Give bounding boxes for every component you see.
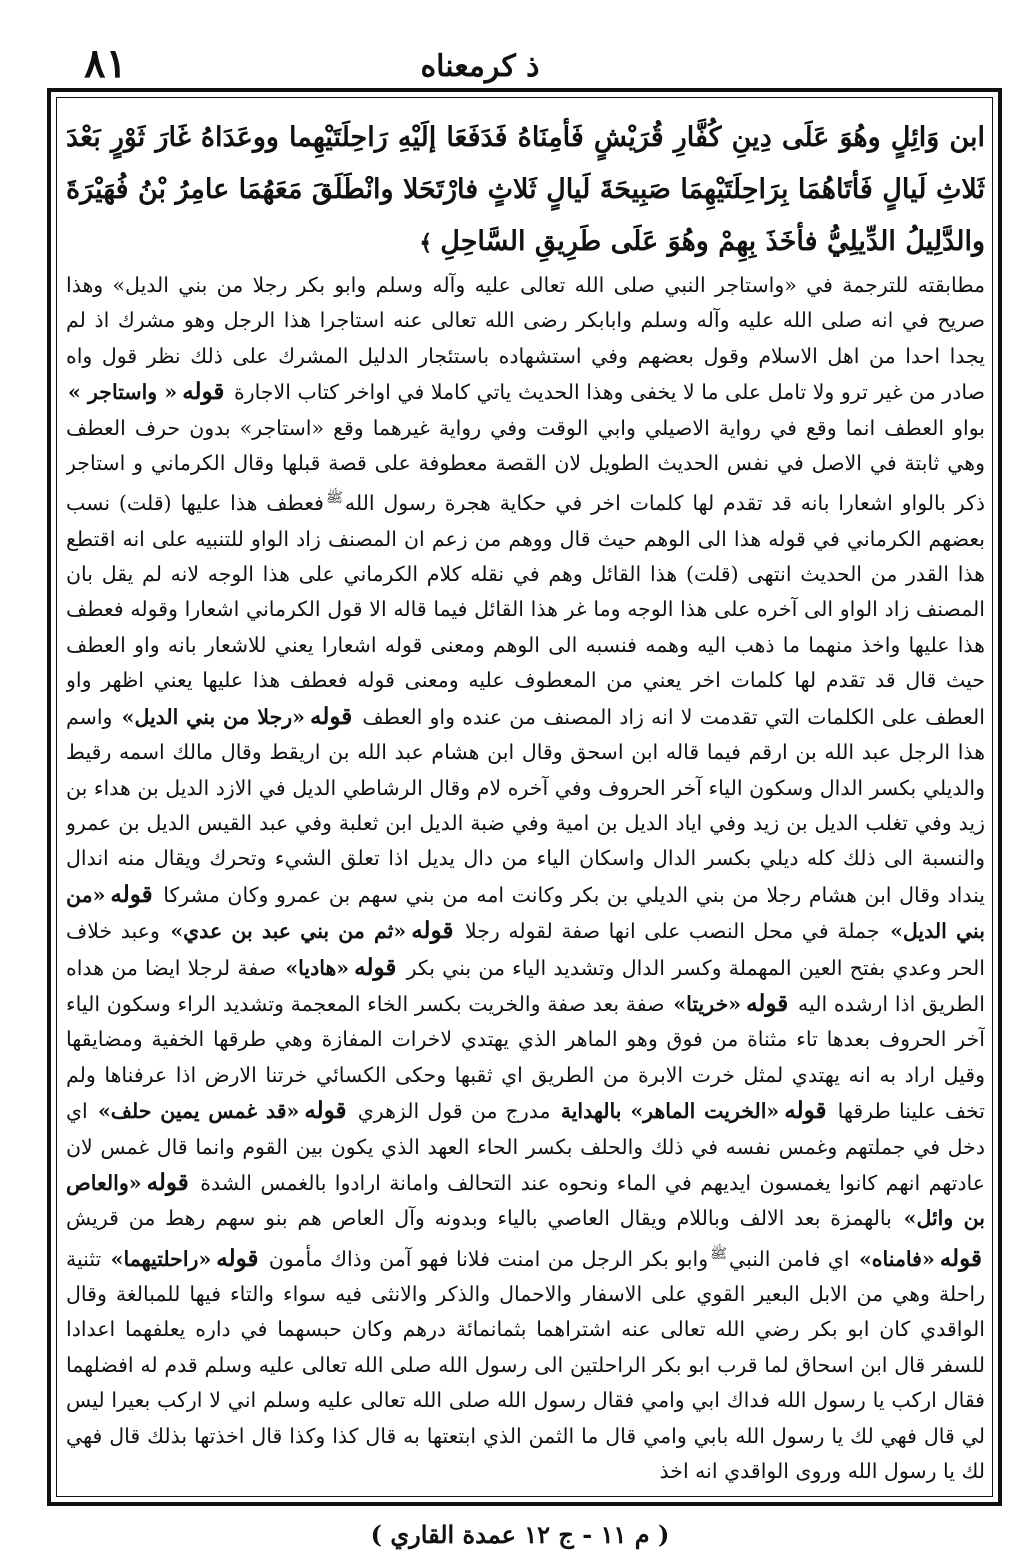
page-header: [0, 0, 1027, 90]
commentary-text: [66, 268, 985, 1486]
qawluhu-label: قوله: [784, 1097, 827, 1125]
commentary-segment: مدرج من قول الزهري: [357, 1099, 551, 1124]
commentary-segment: وعبد خلاف الحر وعدي بفتح العين المهملة وكسر الدال وتشديد الياء من بني بكر: [66, 919, 985, 980]
commentary-segment: اي فامن النبي: [729, 1246, 850, 1271]
quoted-phrase: «من بني الديل»: [66, 882, 985, 944]
qawluhu-label: قوله: [354, 953, 397, 981]
quoted-phrase: «الخريت الماهر» بالهداية: [560, 1099, 780, 1124]
signature-footer: ( م ١١ - ج ١٢ عمدة القاري ): [370, 1520, 670, 1549]
commentary-segment: اي دخل في جملتهم وغمس نفسه في ذلك والحلف بكسر الحاء العهد الذي يكون بين القوم وانما قال غمس لان عادتهم انهم كانوا يغمسون ايديهم في الماء ونحوه عند التحالف وامانة ارادوا بالغمس الشدة: [66, 1099, 985, 1195]
commentary-segment: صفة بعد صفة والخريت بكسر الخاء المعجمة وتشديد الراء وسكون الياء آخر الحروف بعدها تاء مثناة من فوق وهو الماهر الذي يهتدي لاخرات المفازة وهي طرقها الخفية ومضايقها وقيل اراد به انه يهتدي لمثل خرت الابرة من الطريق اي ثقبها وحكى الكسائي خرتنا الارض اذا عرفناها ولم تخف علينا طرقها: [66, 991, 985, 1124]
qawluhu-label: قوله: [939, 1244, 982, 1272]
page-content: [66, 112, 985, 1490]
qawluhu-label: قوله: [216, 1244, 259, 1272]
quoted-phrase: «قد غمس يمين حلف»: [97, 1099, 300, 1124]
qawluhu-label: قوله: [146, 1168, 189, 1196]
commentary-segment: وابو بكر الرجل من امنت فلانا فهو آمن وذاك مأمون: [268, 1246, 709, 1271]
commentary-segment: مطابقته للترجمة في «واستاجر النبي صلى الله تعالى عليه وآله وسلم وابو بكر رجلا من بني الديل» وهذا صريح في انه صلى الله عليه وآله وسلم وابابكر رضى الله تعالى عنه استاجرا هذا الرجل وهو مشرك اذ لم يجدا احدا من اهل الاسلام وقول بعضهم وفي استشهاده باستئجار الدليل المشرك على ذلك نظر قول واه صادر من غير ترو ولا تامل على ما لا يخفى وهذا الحديث ياتي كاملا في اواخر كتاب الاجارة: [66, 273, 985, 405]
commentary-segment: واسم هذا الرجل عبد الله بن ارقم فيما قاله ابن اسحق وقال ابن هشام عبد الله بن اريقط وقال مالك اسمه رقيط والديلي بكسر الدال وسكون الياء آخر الحروف وفي آخره لام وقال الرشاطي الديل في الازد الديل بن هداء بن زيد وفي تغلب الديل بن زيد وفي اياد الديل بن امية وفي ضبة الديل ابن ثعلبة وفي عبد القيس الديل بن عمرو والنسبة الى ذلك كله ديلي بكسر الدال واسكان الياء من دال يديل اذا تعلق الشيء وتحرك ويقال منه اندال ينداد وقال ابن هشام رجلا من بني الديلي بن بكر وكانت امه من بني سهم بن عمرو وكان مشركا: [66, 704, 985, 907]
quoted-phrase: «هاديا»: [285, 955, 350, 980]
quoted-phrase: «والعاص بن وائل»: [66, 1170, 985, 1231]
commentary-segment: فعطف هذا عليها (قلت) نسب بعضهم الكرماني في قوله هذا الى الوهم حيث قال ووهم من زعم ان المصنف زاد الواو للتنبيه على انه اقتطع هذا القدر من الحديث انتهى (قلت) هذا القائل وهم في نقله كلام الكرماني على هذا الوجه لانه لم يقل بان المصنف زاد الواو الى آخره على هذا الوجه وما غر هذا القائل فيما قاله الا قول الكرماني اشعارا وقوله فعطف هذا عليها واخذ منهما ما ذهب اليه وهمه فنسبه الى الوهم ومعنى قوله اشعارا يعني للاشعار بانه واو العطف حيث قال قد تقدم لها كلمات اخر يعني من المعطوف عليه ومعنى قوله فعطف هذا عليها يعني اظهر واو العطف على الكلمات التي تقدمت لا انه زاد المصنف من عنده واو العطف: [66, 491, 985, 729]
quoted-phrase: «راحلتيهما»: [110, 1246, 212, 1271]
qawluhu-label: قوله: [746, 989, 789, 1017]
salawat-glyph: ﷺ: [325, 490, 343, 507]
qawluhu-label: قوله: [182, 378, 225, 406]
commentary-segment: صفة لرجلا ايضا من هداه الطريق اذا ارشده اليه: [66, 955, 985, 1016]
quoted-phrase: «فامناه»: [858, 1246, 935, 1271]
qawluhu-label: قوله: [304, 1097, 347, 1125]
running-head: ذ كرمعناه: [420, 49, 540, 84]
qawluhu-label: قوله: [411, 917, 454, 945]
commentary-segment: بواو العطف انما وقع في رواية الاصيلي وابي الوقت وفي رواية غيرهما وقع «استاجر» بدون حرف العطف وهي ثابتة في الاصل في نفس الحديث الطويل لان القصة معطوفة على قصة قبلها وقال الكرماني و استاجر ذكر بالواو اشعارا بانه قد تقدم لها كلمات اخر في حكاية هجرة رسول الله: [66, 415, 985, 516]
qawluhu-label: قوله: [310, 702, 353, 730]
commentary-segment: بالهمزة بعد الالف وباللام ويقال العاصي بالياء وبدونه وآل العاص هم بنو سهم رهط من قريش: [66, 1206, 892, 1231]
quoted-phrase: « واستاجر »: [68, 380, 178, 405]
hadith-body: ابن وَائِلٍ وهُوَ عَلَى دِينِ كُفَّارِ قُرَيْشٍ فَأمِنَاهُ فَدَفَعَا إلَيْهِ رَاحِلَتَيْهِما ووعَدَاهُ غَارَ ثَوْرٍ بَعْدَ ثَلاثِ لَيالٍ فَأتَاهُمَا بِرَاحِلَتَيْهِمَا صَبِيحَةَ لَيالٍ ثَلاثٍ فارْتَحَلا وانْطَلَقَ مَعَهُمَا عامِرُ بْنُ فُهَيْرَةَ والدَّلِيلُ الدِّيلِيُّ فأخَذَ بِهِمْ وهُوَ عَلَى طَرِيقِ السَّاحِلِ: [66, 122, 985, 257]
quoted-phrase: «ثم من بني عبد بن عدي»: [170, 919, 407, 944]
qawluhu-label: قوله: [110, 880, 153, 908]
commentary-segment: تثنية راحلة وهي من الابل البعير القوي على الاسفار والاحمال والذكر والانثى فيه سواء والتاء فيها للمبالغة وقال الواقدي كان ابو بكر رضي الله تعالى عنه اشتراهما بثمانمائة درهم وكان حبسهما في داره يعلفهما اعدادا للسفر قال ابن اسحاق لما قرب ابو بكر الراحلتين الى رسول الله صلى الله تعالى عليه وسلم قدم له افضلهما فقال اركب يا رسول الله فداك ابي وامي فقال رسول الله صلى الله تعالى عليه وسلم اني لا اركب بعيرا ليس لي قال فهي لك يا رسول الله بابي وامي قال ما الثمن الذي ابتعتها به قال كذا وكذا قال اخذتها بذلك قال فهي لك يا رسول الله وروى الواقدي انه اخذ: [66, 1246, 985, 1484]
page-number: ٨١: [84, 40, 127, 87]
quoted-phrase: «خريتا»: [673, 991, 742, 1016]
commentary-segment: جملة في محل النصب على انها صفة لقوله رجلا: [464, 919, 880, 944]
hadith-text: [66, 112, 985, 268]
salawat-glyph: ﷺ: [710, 1245, 728, 1262]
hadith-end-mark: ﴾: [419, 230, 433, 256]
quoted-phrase: «رجلا من بني الديل»: [121, 704, 305, 729]
